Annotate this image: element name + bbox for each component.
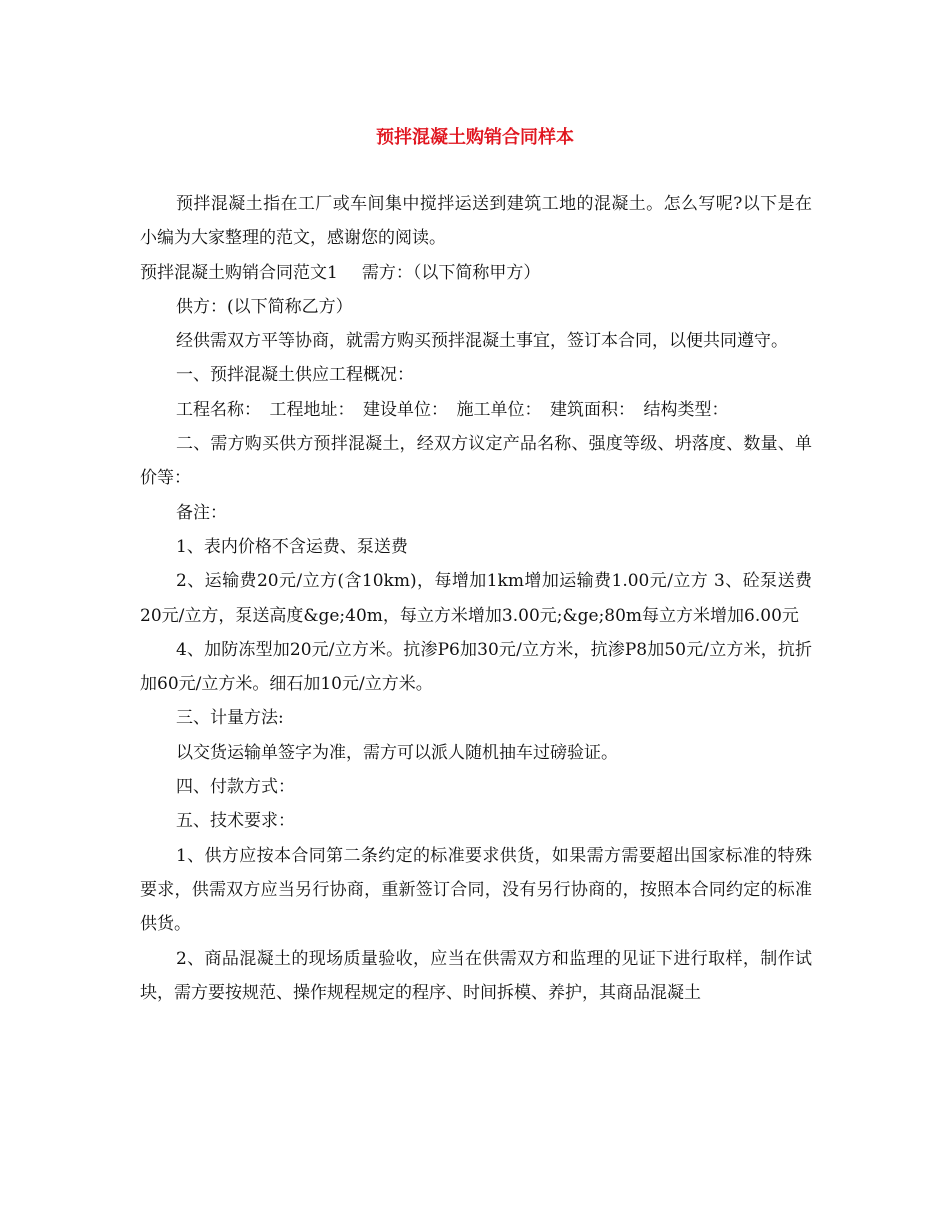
section-5-title: 五、技术要求： bbox=[176, 811, 295, 832]
section-1-fields: 工程名称： 工程地址： 建设单位： 施工单位： 建筑面积： 结构类型： bbox=[176, 399, 729, 420]
contract-heading-line bbox=[140, 256, 812, 290]
section-1-title: 一、预拌混凝土供应工程概况： bbox=[176, 365, 414, 386]
intro-paragraph: 预拌混凝土指在工厂或车间集中搅拌运送到建筑工地的混凝土。怎么写呢?以下是在小编为大家整理的范文，感谢您的阅读。 bbox=[140, 194, 812, 249]
technical-requirement-1: 1、供方应按本合同第二条约定的标准要求供货，如果需方需要超出国家标准的特殊要求，供需双方应当另行协商，重新签订合同，没有另行协商的，按照本合同约定的标准供货。 bbox=[140, 845, 812, 935]
contract-sample-title: 预拌混凝土购销合同范文1 bbox=[140, 262, 338, 283]
section-3-title: 三、计量方法: bbox=[176, 708, 284, 729]
buyer-label: 需方：（以下简称甲方） bbox=[361, 262, 541, 283]
note-4: 4、加防冻型加20元/立方米。抗渗P6加30元/立方米，抗渗P8加50元/立方米，抗折加60元/立方米。细石加10元/立方米。 bbox=[140, 639, 812, 695]
section-4-title: 四、付款方式： bbox=[176, 777, 295, 798]
preamble-paragraph: 经供需双方平等协商，就需方购买预拌混凝土事宜，签订本合同，以便共同遵守。 bbox=[176, 331, 788, 352]
note-2: 2、运输费20元/立方(含10km)，每增加1km增加运输费1.00元/立方 3、砼泵送费20元/立方，泵送高度&ge;40m，每立方米增加3.00元;&ge;80m每立方米增加6.00元 bbox=[140, 571, 812, 626]
document-body bbox=[140, 187, 812, 1010]
note-1: 1、表内价格不含运费、泵送费 bbox=[176, 536, 408, 557]
section-3-body: 以交货运输单签字为准，需方可以派人随机抽车过磅验证。 bbox=[176, 742, 618, 763]
section-2-paragraph: 二、需方购买供方预拌混凝土，经双方议定产品名称、强度等级、坍落度、数量、单价等： bbox=[140, 434, 812, 489]
note-label: 备注： bbox=[176, 502, 227, 523]
supplier-label: 供方：(以下简称乙方） bbox=[176, 296, 353, 317]
document-title: 预拌混凝土购销合同样本 bbox=[376, 127, 574, 148]
technical-requirement-2: 2、商品混凝土的现场质量验收，应当在供需双方和监理的见证下进行取样，制作试块，需方要按规范、操作规程规定的程序、时间拆模、养护，其商品混凝土 bbox=[140, 948, 812, 1003]
